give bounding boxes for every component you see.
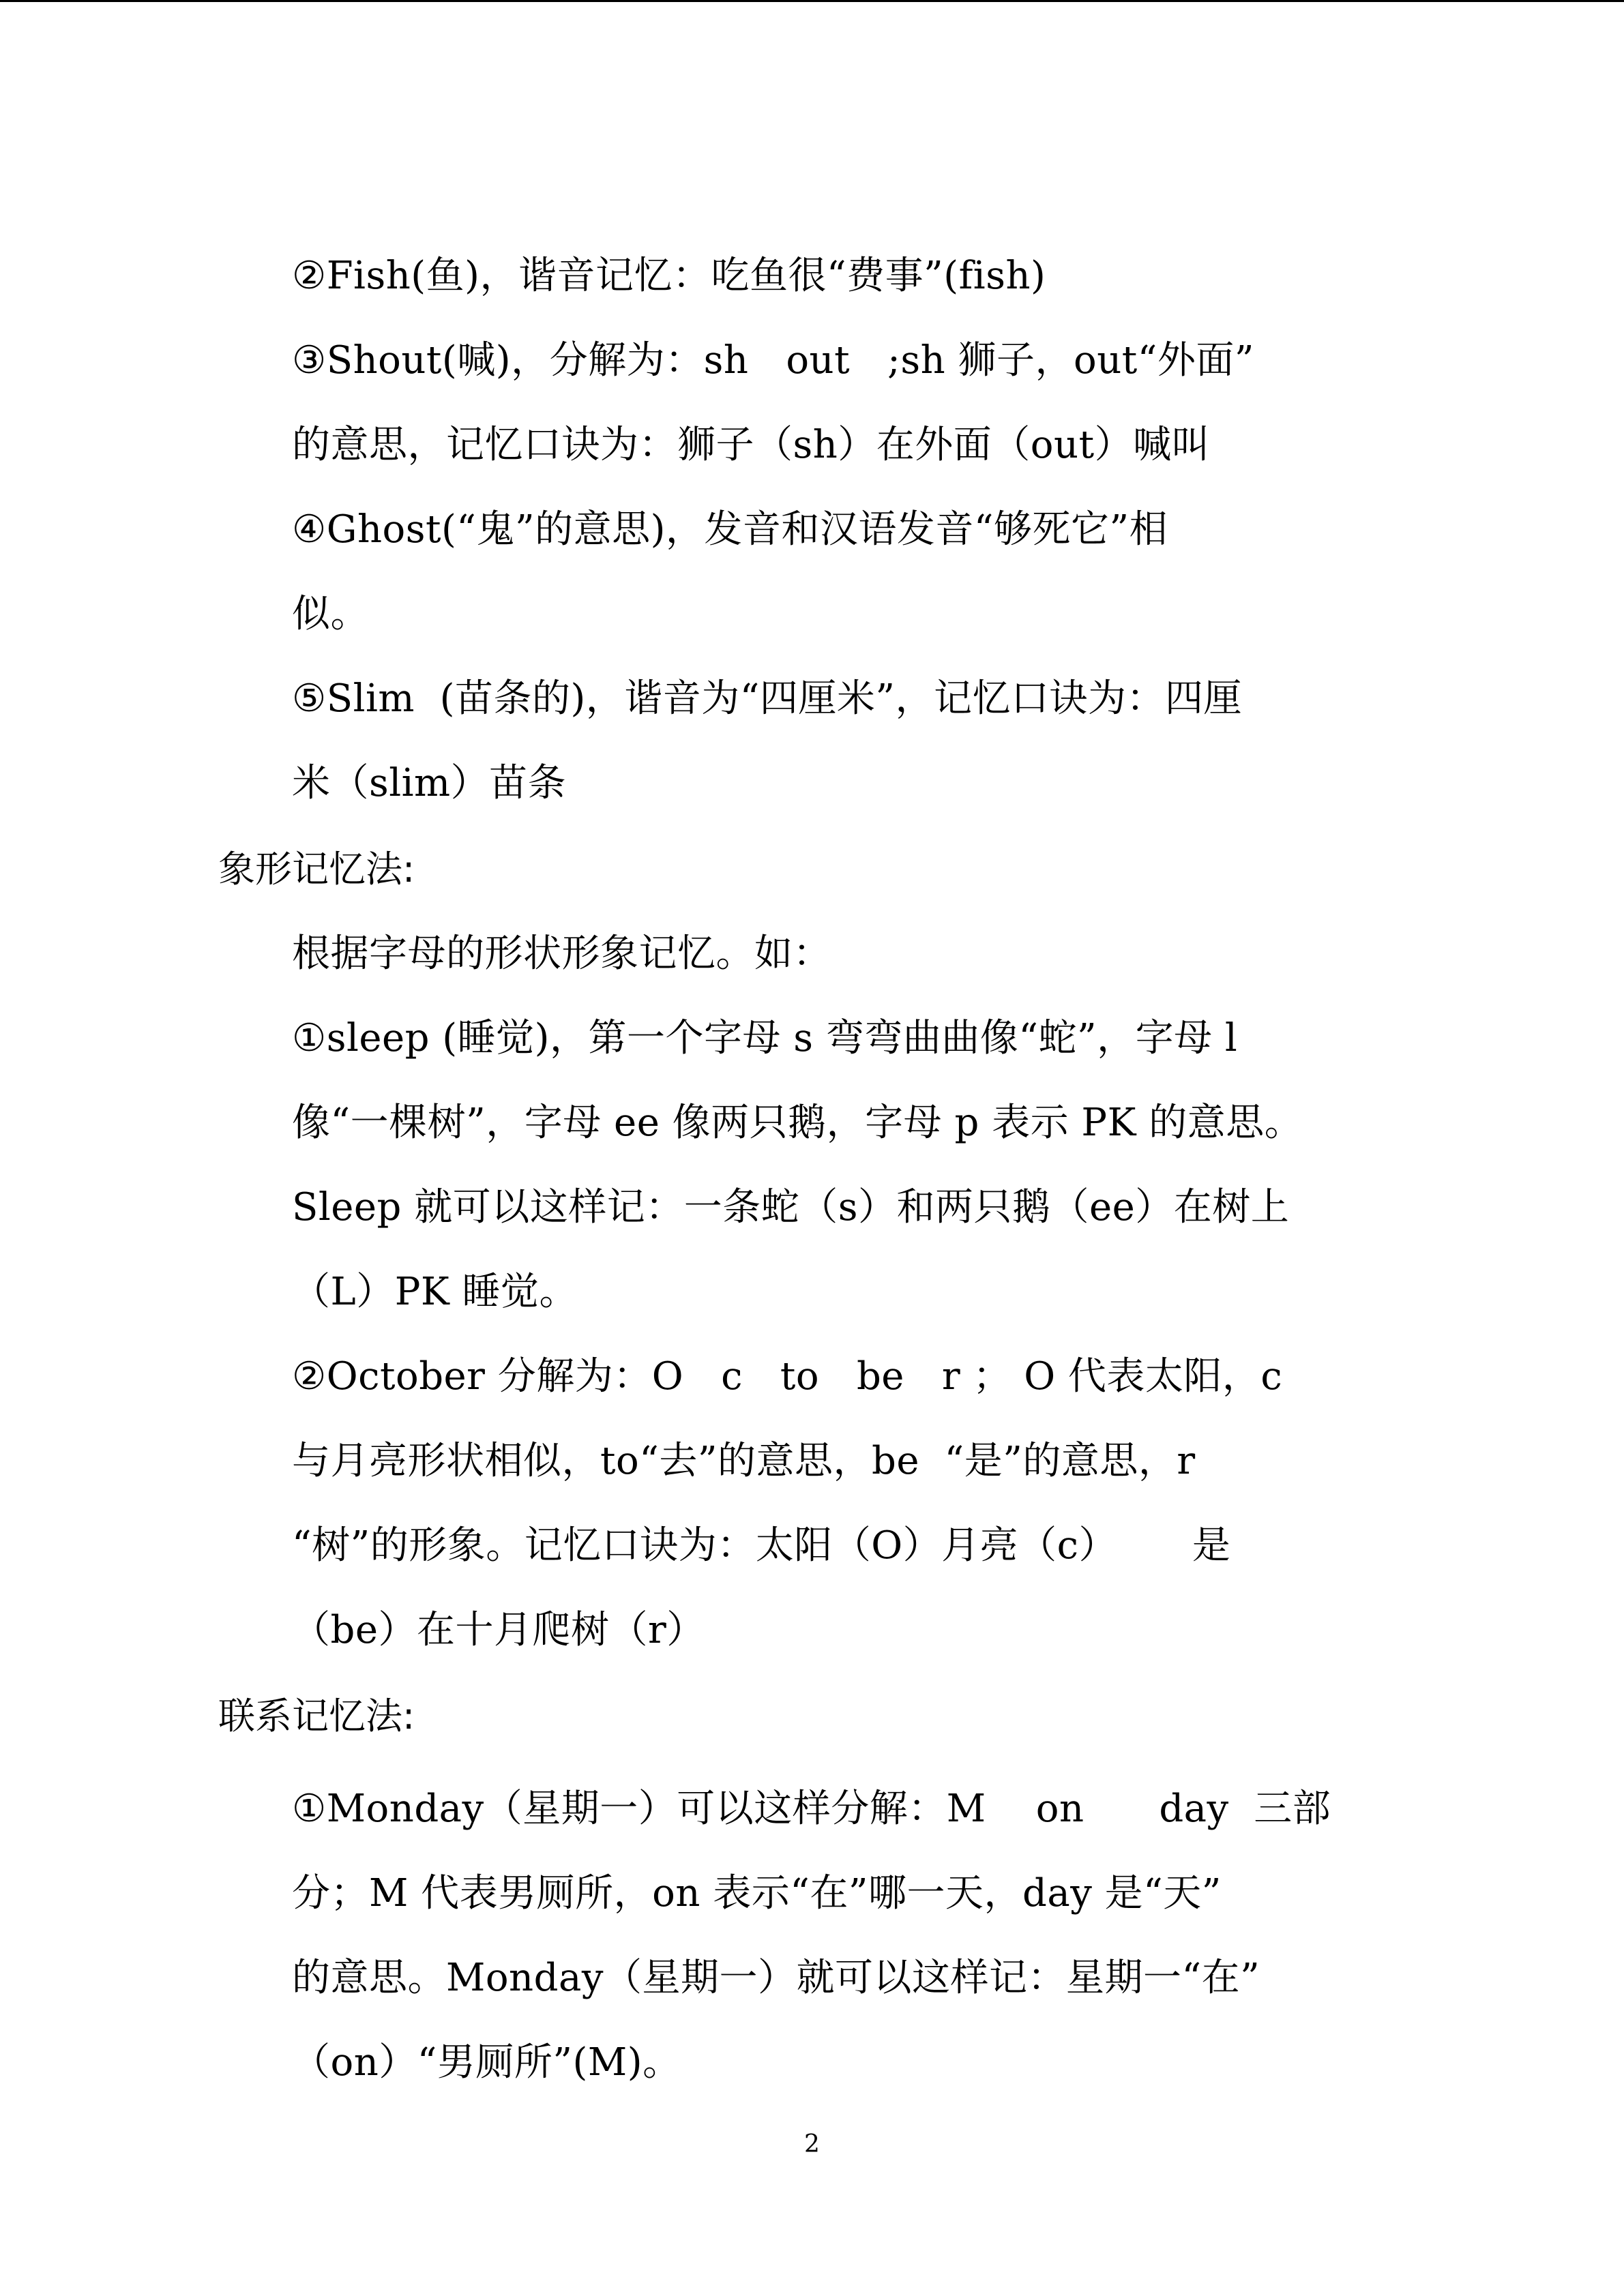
section-heading-pictographic-memory: 象形记忆法: (218, 848, 415, 891)
text-line-fish: ②Fish(鱼)，谐音记忆：吃鱼很“费事”(fish) (292, 254, 1046, 298)
text-line-sleep-3: Sleep 就可以这样记：一条蛇（s）和两只鹅（ee）在树上 (292, 1185, 1290, 1229)
text-line-monday-3: 的意思。Monday（星期一）就可以这样记：星期一“在” (292, 1956, 1260, 2000)
text-line-monday-4: （on）“男厕所”(M)。 (292, 2040, 681, 2085)
page-number: 2 (804, 2130, 820, 2158)
text-line-monday: ①Monday（星期一）可以这样分解：M on day 三部 (292, 1787, 1331, 1831)
text-line-sleep: ①sleep (睡觉)，第一个字母 s 弯弯曲曲像“蛇”，字母 l (292, 1016, 1238, 1060)
text-line-slim-continued: 米（slim）苗条 (292, 761, 567, 805)
text-line-october-2: 与月亮形状相似，to“去”的意思，be “是”的意思，r (292, 1439, 1196, 1483)
text-line-ghost-continued: 似。 (292, 592, 369, 636)
text-line-ghost: ④Ghost(“鬼”的意思)，发音和汉语发音“够死它”相 (292, 507, 1168, 552)
text-line-october: ②October 分解为：O c to be r ； O 代表太阳，c (292, 1354, 1283, 1399)
text-line-slim: ⑤Slim (苗条的)，谐音为“四厘米”，记忆口诀为：四厘 (292, 676, 1243, 721)
text-line-october-4: （be）在十月爬树（r） (292, 1608, 705, 1652)
text-line-october-3: “树”的形象。记忆口诀为：太阳（O）月亮（c） 是 (292, 1523, 1231, 1568)
text-line-shout-continued: 的意思，记忆口诀为：狮子（sh）在外面（out）喊叫 (292, 423, 1211, 467)
text-line-sleep-2: 像“一棵树”，字母 ee 像两只鹅，字母 p 表示 PK 的意思。 (292, 1101, 1303, 1145)
text-line-intro: 根据字母的形状形象记忆。如： (292, 931, 831, 976)
top-border-rule (0, 0, 1624, 2)
section-heading-association-memory: 联系记忆法: (218, 1695, 415, 1738)
text-line-shout: ③Shout(喊)，分解为：sh out ;sh 狮子，out“外面” (292, 338, 1255, 383)
text-line-sleep-4: （L）PK 睡觉。 (292, 1270, 578, 1314)
text-line-monday-2: 分；M 代表男厕所，on 表示“在”哪一天，day 是“天” (292, 1871, 1222, 1915)
